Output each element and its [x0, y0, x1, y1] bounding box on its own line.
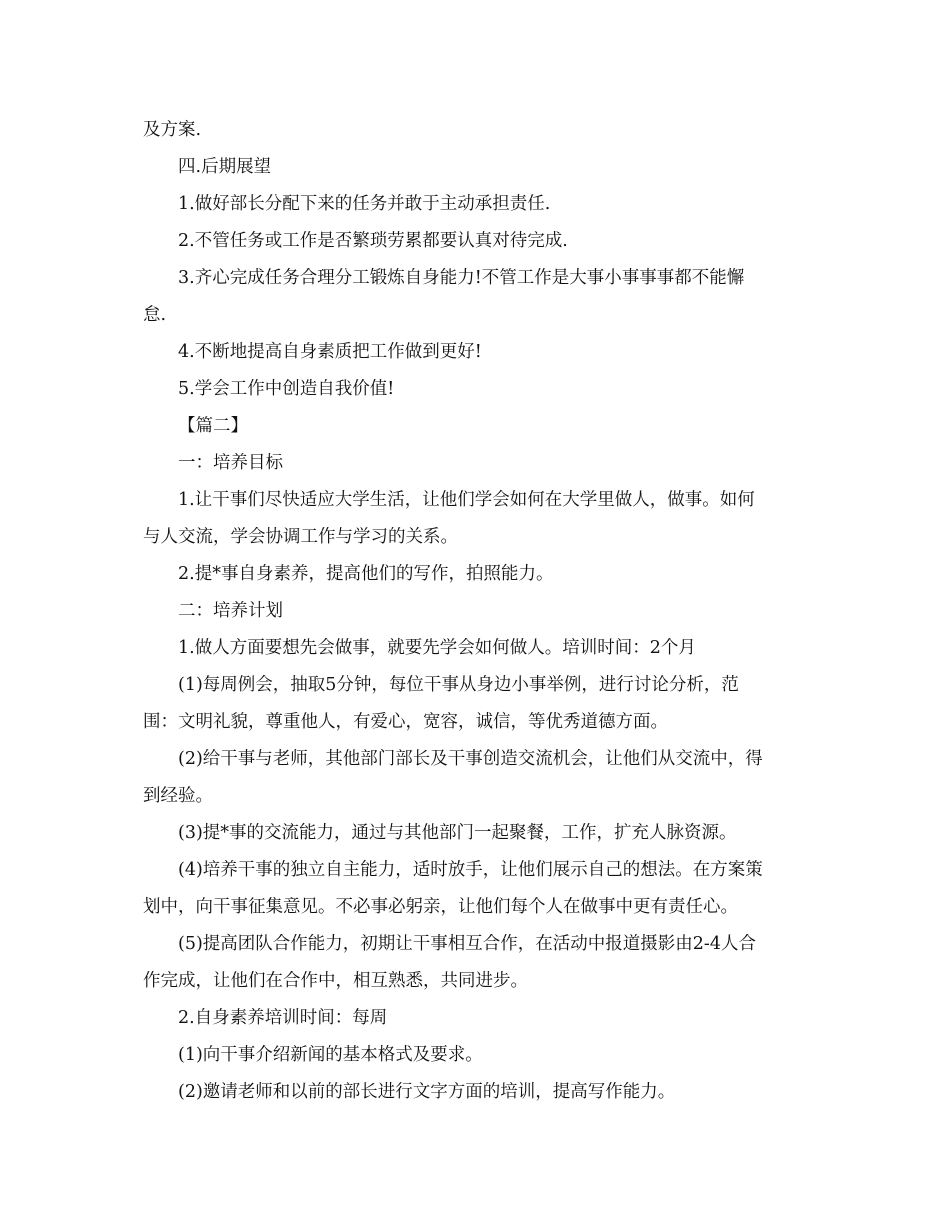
text-line: 到经验。	[143, 786, 213, 806]
sub-list-item: (1)每周例会，抽取5分钟，每位干事从身边小事举例，进行讨论分析，范	[178, 675, 739, 695]
sub-list-item: (2)给干事与老师，其他部门部长及干事创造交流机会，让他们从交流中，得	[178, 749, 763, 769]
sub-list-item: (4)培养干事的独立自主能力，适时放手，让他们展示自己的想法。在方案策	[178, 860, 763, 880]
text-line: 围：文明礼貌，尊重他人，有爱心，宽容，诚信，等优秀道德方面。	[143, 712, 668, 732]
list-item: 2.不管任务或工作是否繁琐劳累都要认真对待完成.	[178, 231, 568, 251]
sub-list-item: (3)提*事的交流能力，通过与其他部门一起聚餐，工作，扩充人脉资源。	[178, 823, 737, 843]
list-item: 1.做好部长分配下来的任务并敢于主动承担责任.	[178, 194, 551, 214]
list-item: 5.学会工作中创造自我价值!	[178, 379, 395, 399]
section-heading: 四.后期展望	[178, 157, 272, 177]
part-heading: 【篇二】	[178, 416, 248, 436]
document-body	[143, 112, 808, 1111]
list-item: 2.提*事自身素养，提高他们的写作，拍照能力。	[178, 564, 554, 584]
text-line: 划中，向干事征集意见。不必事必躬亲，让他们每个人在做事中更有责任心。	[143, 897, 738, 917]
section-heading: 一：培养目标	[178, 453, 283, 473]
text-line: 作完成，让他们在合作中，相互熟悉，共同进步。	[143, 971, 528, 991]
sub-list-item: (1)向干事介绍新闻的基本格式及要求。	[178, 1045, 483, 1065]
sub-list-item: (2)邀请老师和以前的部长进行文字方面的培训，提高写作能力。	[178, 1082, 676, 1102]
section-heading: 二：培养计划	[178, 601, 283, 621]
sub-list-item: (5)提高团队合作能力，初期让干事相互合作，在活动中报道摄影由2-4人合	[178, 934, 756, 954]
text-line: 及方案.	[143, 120, 202, 140]
text-line: 怠.	[143, 305, 167, 325]
list-item: 4.不断地提高自身素质把工作做到更好!	[178, 342, 482, 362]
list-item: 1.做人方面要想先会做事，就要先学会如何做人。培训时间：2个月	[178, 638, 696, 658]
list-item: 1.让干事们尽快适应大学生活，让他们学会如何在大学里做人，做事。如何	[178, 490, 755, 510]
list-item: 3.齐心完成任务合理分工锻炼自身能力!不管工作是大事小事事事都不能懈	[178, 268, 745, 288]
text-line: 与人交流，学会协调工作与学习的关系。	[143, 527, 458, 547]
list-item: 2.自身素养培训时间：每周	[178, 1008, 388, 1028]
